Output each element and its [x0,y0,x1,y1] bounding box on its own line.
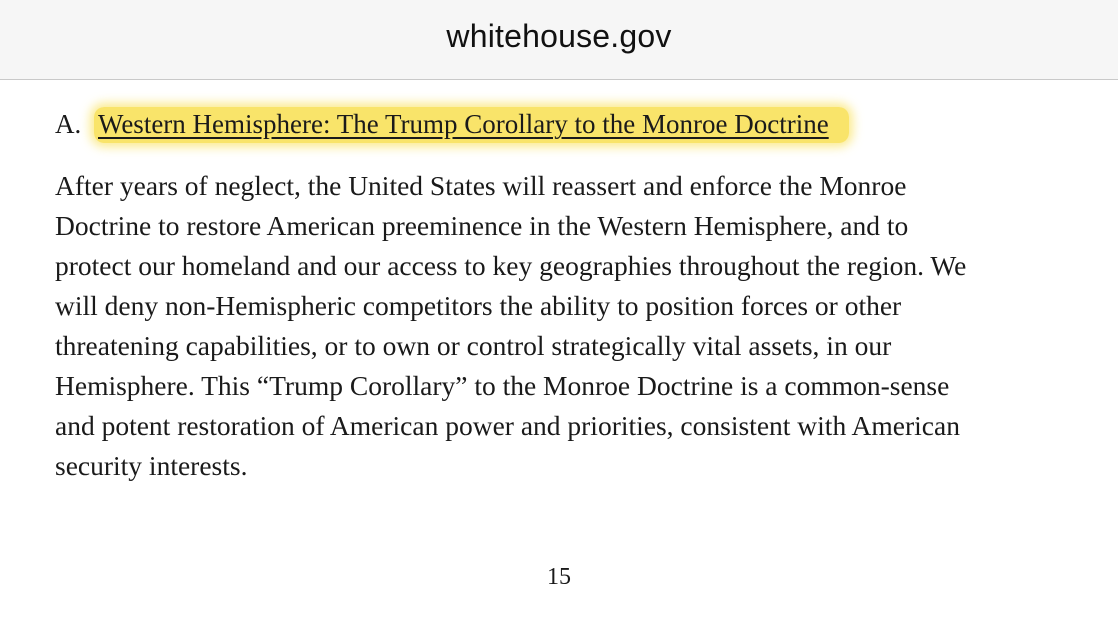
section-heading [55,106,849,142]
url-text[interactable]: whitehouse.gov [446,18,672,54]
body-paragraph [55,166,1095,486]
document-page [0,80,1118,628]
body-line: will deny non-Hemispheric competitors the ability to position forces or other [55,290,902,321]
body-line: protect our homeland and our access to key geographies throughout the region. We [55,250,967,281]
section-marker: A. [55,109,82,139]
body-line: Hemisphere. This “Trump Corollary” to the Monroe Doctrine is a common-sense [55,370,950,401]
browser-address-bar[interactable] [0,0,1118,80]
body-line: Doctrine to restore American preeminence in the Western Hemisphere, and to [55,210,909,241]
section-title-link[interactable]: Western Hemisphere: The Trump Corollary to the Monroe Doctrine [94,107,849,143]
page-number: 15 [547,564,571,590]
body-line: After years of neglect, the United States will reassert and enforce the Monroe [55,170,907,201]
body-line: threatening capabilities, or to own or control strategically vital assets, in our [55,330,892,361]
body-line: security interests. [55,450,248,481]
body-line: and potent restoration of American power and priorities, consistent with American [55,410,960,441]
